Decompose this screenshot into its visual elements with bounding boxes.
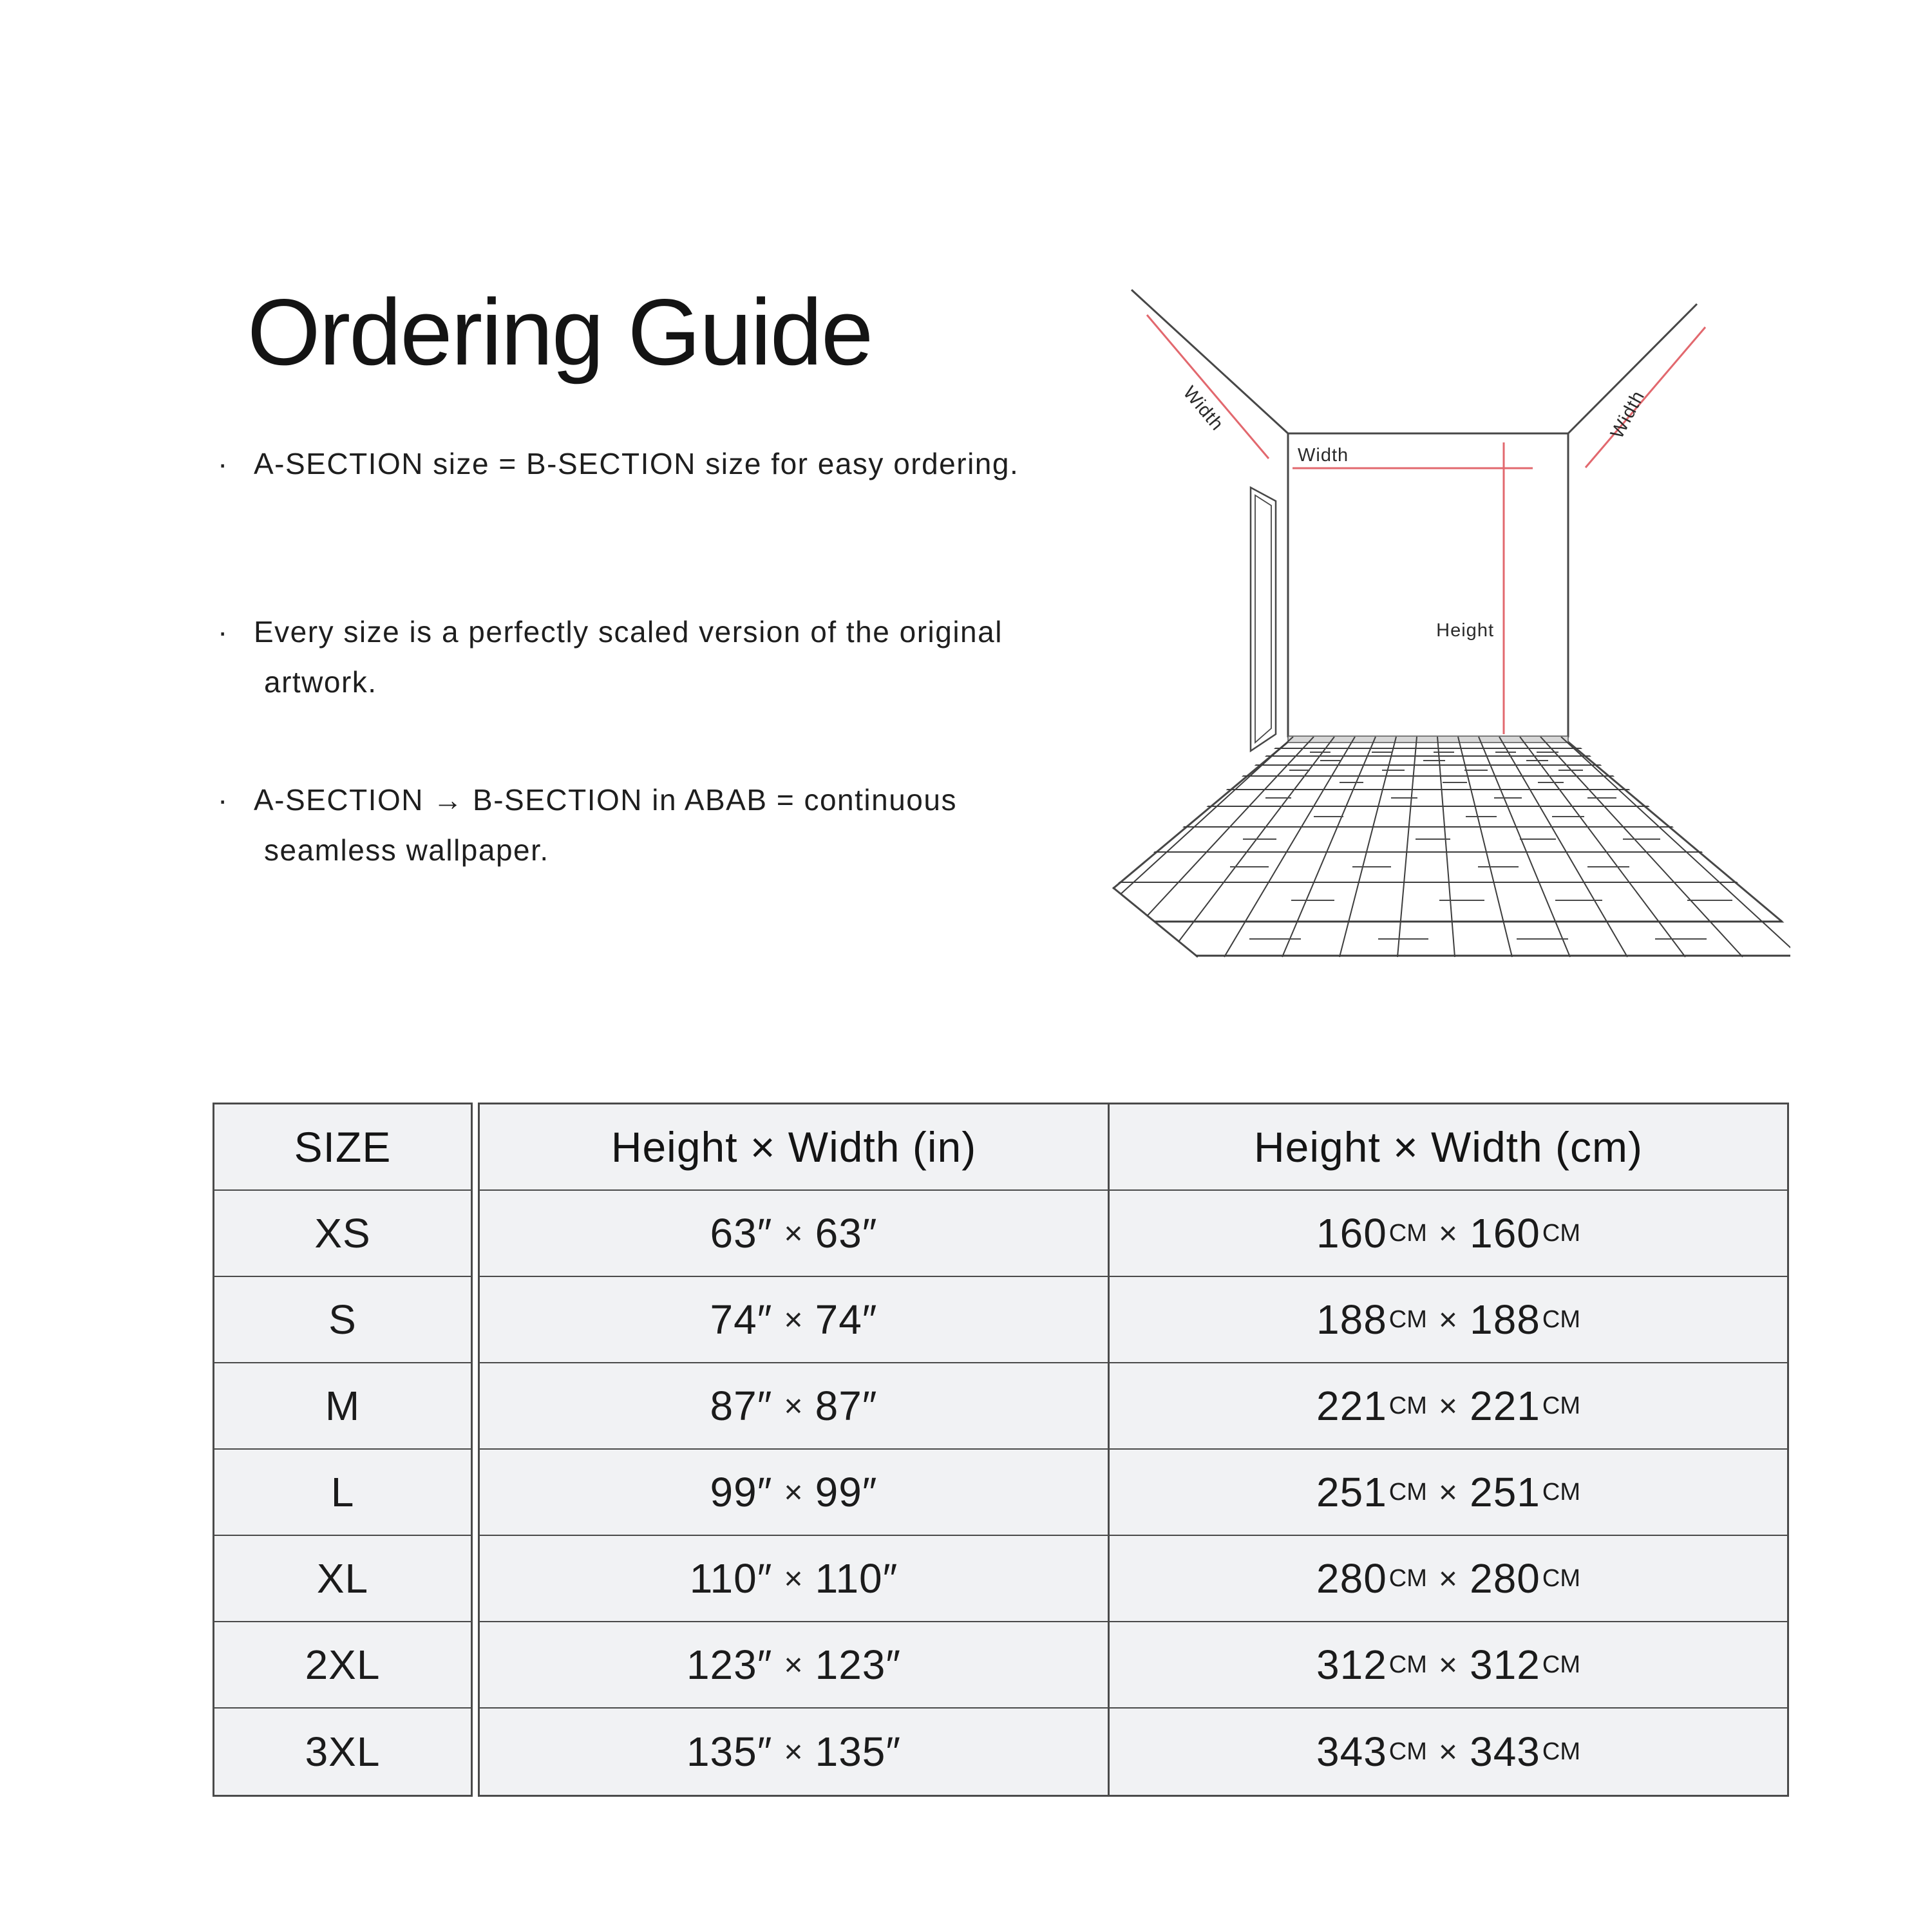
cm-cell: 312 CM × 312 CM [1110, 1622, 1787, 1709]
inches-cell: 63″ × 63″ [480, 1191, 1110, 1277]
cm-cell: 188 CM × 188 CM [1110, 1277, 1787, 1363]
inches-cell: 135″ × 135″ [480, 1709, 1110, 1795]
cm-cell: 221 CM × 221 CM [1110, 1363, 1787, 1450]
size-label: XS [214, 1191, 471, 1277]
size-label: S [214, 1277, 471, 1363]
page-title: Ordering Guide [247, 279, 873, 384]
bullet-text: Every size is a perfectly scaled version of the original artwork. [254, 615, 1003, 699]
cm-cell: 280 CM × 280 CM [1110, 1536, 1787, 1622]
bullet-marker: · [218, 447, 228, 480]
size-label: M [214, 1363, 471, 1450]
inches-cell: 123″ × 123″ [480, 1622, 1110, 1709]
bullet-seamless-wallpaper [213, 775, 957, 875]
size-label: L [214, 1450, 471, 1536]
width-label-back-wall: Width [1298, 445, 1349, 466]
bullet-section-size [213, 439, 1019, 489]
bullet-text: A-SECTION → B-SECTION in ABAB = continuous seamless wallpaper. [254, 783, 957, 867]
size-label: 2XL [214, 1622, 471, 1709]
inches-cell: 99″ × 99″ [480, 1450, 1110, 1536]
cm-cell: 343 CM × 343 CM [1316, 1728, 1580, 1775]
bullet-text: A-SECTION size = B-SECTION size for easy ordering. [254, 447, 1019, 480]
bullet-marker: · [218, 615, 228, 649]
width-label-left-wall: Width [1179, 382, 1228, 435]
inches-cell: 87″ × 87″ [480, 1363, 1110, 1450]
bullet-scaled-artwork [213, 607, 1003, 707]
cm-cell: 251 CM × 251 CM [1110, 1450, 1787, 1536]
size-table [213, 1103, 1789, 1797]
column-header-inches: Height × Width (in) [480, 1104, 1110, 1191]
cm-cell: 160 CM × 160 CM [1110, 1191, 1787, 1277]
room-illustration [1108, 283, 1790, 966]
bullet-marker: · [218, 783, 228, 817]
dimensions-columns [478, 1103, 1789, 1797]
floor-tiles [1108, 737, 1790, 957]
column-header-size: SIZE [214, 1104, 471, 1191]
size-label: 3XL [305, 1728, 381, 1775]
door [1251, 488, 1276, 751]
inches-cell: 74″ × 74″ [480, 1277, 1110, 1363]
size-label: XL [214, 1536, 471, 1622]
width-label-right-wall: Width [1606, 387, 1649, 442]
size-column [213, 1103, 473, 1797]
column-header-cm: Height × Width (cm) [1110, 1104, 1787, 1191]
measurement-lines [1147, 315, 1705, 734]
inches-cell: 110″ × 110″ [480, 1536, 1110, 1622]
room-diagram [1108, 283, 1790, 966]
height-label: Height [1436, 620, 1494, 641]
